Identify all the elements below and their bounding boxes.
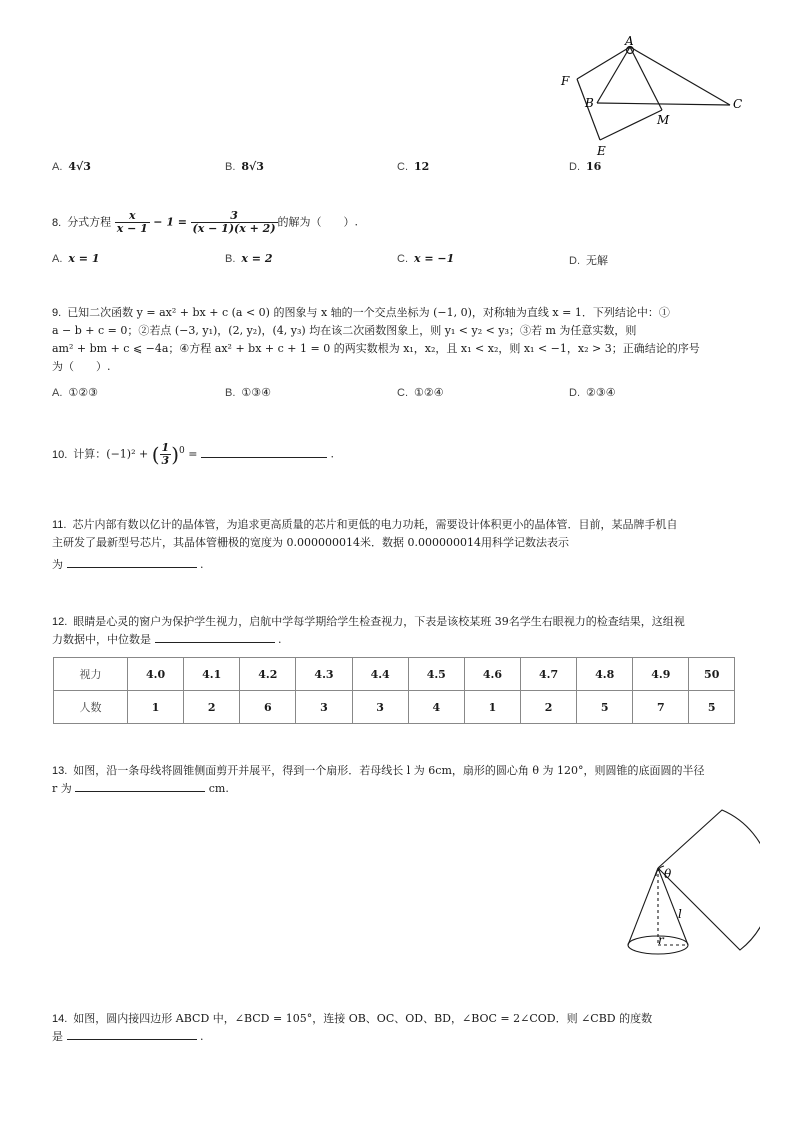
question-10: 10. 计算：(−1)² + ( $\frac{1}{3}$ )$^0$ = . xyxy=(52,441,334,467)
q8-option-a[interactable]: A. x = 1 xyxy=(52,252,100,265)
answer-blank-14[interactable] xyxy=(67,1028,197,1040)
theta-label: θ xyxy=(664,867,672,881)
answer-blank-13[interactable] xyxy=(75,780,205,792)
label-m: M xyxy=(657,113,670,127)
label-a: A xyxy=(625,35,634,48)
label-f: F xyxy=(561,74,570,88)
question-13: 13. 如图，沿一条母线将圆锥侧面剪开并展平，得到一个扇形．若母线长 l 为 6cm，扇形的圆心角 θ 为 120°，则圆锥的底面圆的半径 r 为 cm. xyxy=(52,764,705,795)
label-e: E xyxy=(597,144,606,158)
answer-blank-10[interactable] xyxy=(201,446,327,458)
q9-option-d[interactable]: D. ②③④ xyxy=(569,386,616,399)
answer-blank-11[interactable] xyxy=(67,556,197,568)
q8-option-d[interactable]: D. 无解 xyxy=(569,254,608,267)
q8-option-b[interactable]: B. x = 2 xyxy=(225,252,273,265)
table-row: 人数 1 2 6 3 3 4 1 2 5 7 5 xyxy=(54,691,735,724)
cone-sector-figure xyxy=(620,800,760,970)
q9-option-b[interactable]: B. ①③④ xyxy=(225,386,271,399)
question-11: 11. 芯片内部有数以亿计的晶体管，为追求更高质量的芯片和更低的电力功耗，需要设计体积更小的晶体管．目前，某品牌手机自 主研发了最新型号芯片，其晶体管栅极的宽度为 0.000000014米．数据 0.000000014用科学记数法表示 为 . xyxy=(52,518,678,571)
q8-option-c[interactable]: C. x = −1 xyxy=(397,252,455,265)
slant-label: l xyxy=(678,907,682,921)
question-12: 12. 眼睛是心灵的窗户为保护学生视力，启航中学每学期给学生检查视力，下表是该校某班 39名学生右眼视力的检查结果，这组视 力数据中，中位数是 . xyxy=(52,615,685,646)
q9-option-a[interactable]: A. ①②③ xyxy=(52,386,98,399)
q7-option-d[interactable]: D. 16 xyxy=(569,160,602,173)
table-row: 视力 4.0 4.1 4.2 4.3 4.4 4.5 4.6 4.7 4.8 4.9 50 xyxy=(54,658,735,691)
vision-table xyxy=(53,657,735,724)
q9-option-c[interactable]: C. ①②④ xyxy=(397,386,444,399)
fraction-one-third: $\frac{1}{3}$ xyxy=(161,441,170,467)
radius-label: r xyxy=(658,933,664,947)
q7-option-b[interactable]: B. 8√3 xyxy=(225,160,264,173)
q7-option-c[interactable]: C. 12 xyxy=(397,160,430,173)
fraction-2: $\frac{3}{(x - 1)(x + 2)}$ xyxy=(192,209,276,235)
question-8: 8. 分式方程 $\frac{x}{x - 1}$ − 1 = $\frac{3}{(x - 1)(x + 2)}$ 的解为（ ）. xyxy=(52,209,359,235)
q7-option-a[interactable]: A. 4√3 xyxy=(52,160,91,173)
triangle-figure xyxy=(555,35,755,160)
fraction-1: $\frac{x}{x - 1}$ xyxy=(116,209,148,235)
question-14: 14. 如图，圆内接四边形 ABCD 中，∠BCD = 105°，连接 OB、OC、OD、BD，∠BOC = 2∠COD．则 ∠CBD 的度数 是 . xyxy=(52,1012,653,1043)
label-c: C xyxy=(733,97,743,111)
question-9: 9. 已知二次函数 y = ax² + bx + c (a < 0) 的图象与 x 轴的一个交点坐标为 (−1, 0)，对称轴为直线 x = 1．下列结论中：① a − b + c = 0；②若点 (−3, y₁)，(2, y₂)，(4, y₃) 均在该二次函数图象上，则 y₁ < y₂ < y₃；③若 m 为任意实数，则 am² + bm + c ⩽ −4a；④方程 ax² + bx + c + 1 = 0 的两实数根为 x₁，x₂，且 x₁ < x₂，则 x₁ < −1，x₂ > 3；正确结论的序号 为（ ）. xyxy=(52,306,700,373)
label-b: B xyxy=(585,96,594,110)
answer-blank-12[interactable] xyxy=(155,631,275,643)
